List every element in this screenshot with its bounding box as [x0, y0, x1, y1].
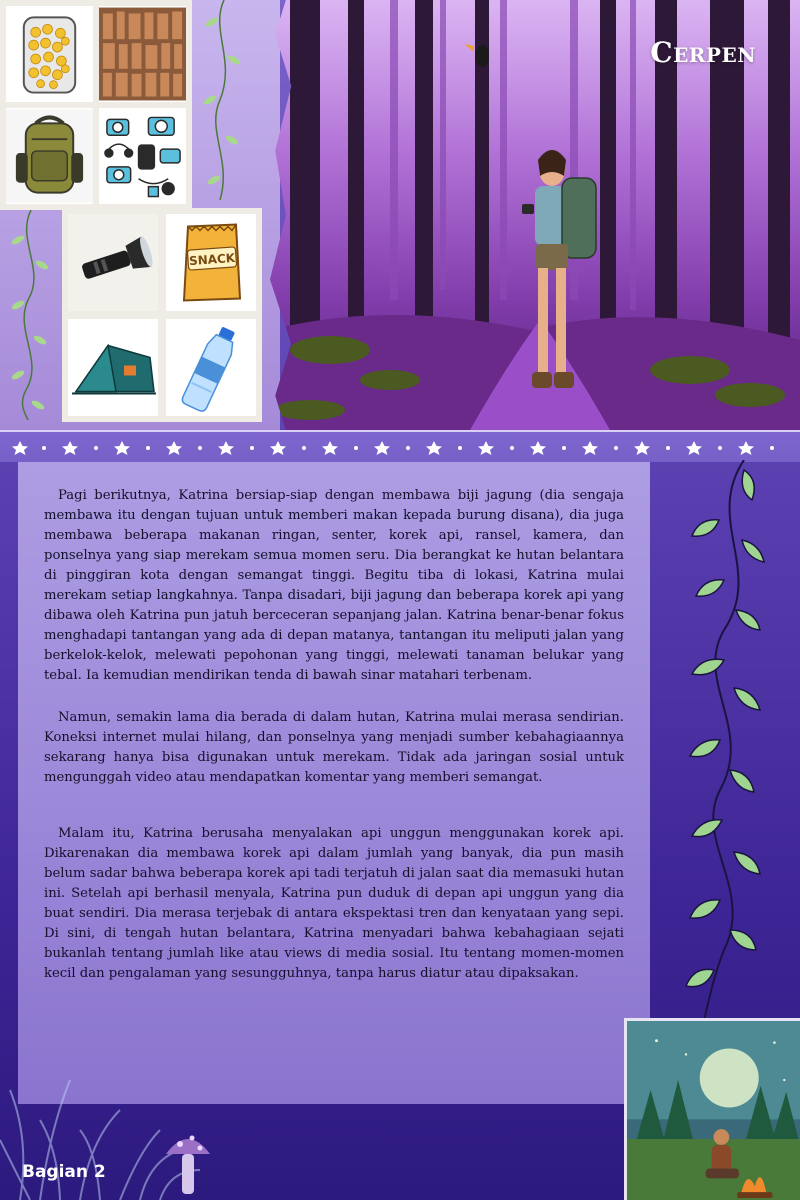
camera-gear-tile: [99, 108, 186, 204]
water-bottle-icon: [166, 319, 256, 416]
story-text-box: [18, 462, 650, 1104]
item-collage-top: [0, 0, 192, 210]
wood-icon: [99, 6, 186, 102]
story-paragraph-3: Malam itu, Katrina berusaha menyalakan api unggun menggunakan korek api. Dikarenakan dia membawa korek api dalam jumlah yang banyak, dia pun masih belum sadar bahwa beberapa korek api tadi terjatuh di jalan saat dia memasuki hutan ini. Setelah api berhasil menyala, Katrina pun duduk di depan api unggun yang dia buat sendiri. Dia merasa terjebak di antara ekspektasi tren dan kenyataan yang sepi. Di sini, di tengah hutan belantara, Katrina menyadari bahwa kebahagiaan sejati bukanlah tentang jumlah like atau views di media sosial. Itu tentang momen-momen kecil dan pengalaman yang sesungguhnya, tanpa harus diatur atau dipaksakan.: [44, 826, 624, 981]
page-footer-label: Bagian 2: [22, 1162, 106, 1182]
corn-tile: [6, 6, 93, 102]
brand-title: Cerpen: [650, 36, 756, 69]
tent-tile: [68, 319, 158, 416]
campfire-illustration: [627, 1021, 800, 1200]
snack-icon: [166, 214, 256, 311]
mushroom-icon: [158, 1120, 218, 1200]
star-row-icon: [0, 432, 800, 462]
snack-label: SNACK: [188, 250, 236, 269]
tent-icon: [68, 319, 158, 416]
right-vine-icon: [664, 460, 784, 1020]
top-vine-icon: [196, 0, 246, 200]
camera-gear-icon: [99, 108, 186, 204]
flashlight-icon: [68, 214, 158, 311]
story-paragraph-2: Namun, semakin lama dia berada di dalam hutan, Katrina mulai merasa sendirian. Koneksi internet mulai hilang, dan ponselnya yang menjadi sumber kebahagiaannya sekarang hanya bisa digunakan untuk merekam. Tidak ada jaringan sosial untuk mengunggah video atau mendapatkan komentar yang memberi semangat.: [44, 710, 624, 785]
backpack-icon: [6, 108, 93, 204]
snack-tile: [166, 214, 256, 311]
item-collage-bottom: [62, 208, 262, 422]
wood-tile: [99, 6, 186, 102]
story-paragraph-1: Pagi berikutnya, Katrina bersiap-siap dengan membawa biji jagung (dia sengaja membawa itu dengan tujuan untuk memberi makan kepada burung disana), dia juga membawa beberapa makanan ringan, senter, korek api, ransel, kamera, dan ponselnya yang siap merekam semua momen seru. Dia berangkat ke hutan belantara di pinggiran kota dengan semangat tinggi. Begitu tiba di lokasi, Katrina mulai merekam setiap langkahnya. Tanpa disadari, biji jagung dan beberapa korek api yang dibawa oleh Katrina pun jatuh berceceran sepanjang jalan. Katrina benar-benar fokus menghadapi tantangan yang ada di depan matanya, tantangan itu meliputi jalan yang berkelok-kelok, melewati pepohonan yang tinggi, melewati tanaman belukar yang tebal. Ia kemudian mendirikan tenda di bawah sinar matahari terbenam.: [44, 488, 624, 683]
flashlight-tile: [68, 214, 158, 311]
water-bottle-tile: [166, 319, 256, 416]
backpack-tile: [6, 108, 93, 204]
corn-icon: [6, 6, 93, 102]
star-divider: [0, 430, 800, 462]
left-vine-icon: [6, 210, 56, 420]
campfire-scene-image: [624, 1018, 800, 1200]
